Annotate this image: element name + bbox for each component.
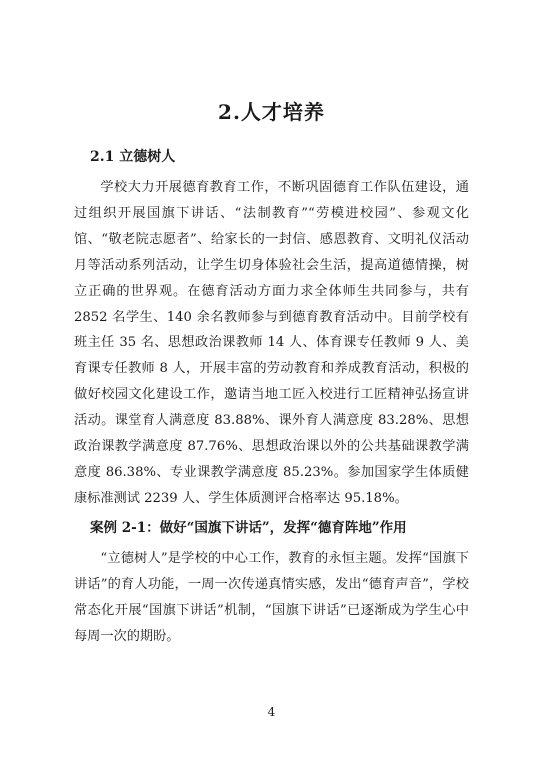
page-number: 4 — [267, 705, 276, 719]
section-heading: 2.1 立德树人 — [90, 149, 176, 165]
section-paragraph: 学校大力开展德育教育工作，不断巩固德育工作队伍建设，通过组织开展国旗下讲话、“法制教育”“劳模进校园”、参观文化馆、“敬老院志愿者”、给家长的一封信、感恩教育、文明礼仪活动月等活动系列活动，让学生切身体验社会生活，提高道德情操，树立正确的世界观。在德育活动方面力求全体师生共同参与，共有 2852 名学生、140 余名教师参与到德育教育活动中。目前学校有班主任 35 名、思想政治课教师 14 人、体育课专任教师 9 人、美育课专任教师 8 人，开展丰富的劳动教育和养成教育活动，积极的做好校园文化建设工作，邀请当地工匠入校进行工匠精神弘扬宣讲活动。课堂育人满意度 83.88%、课外育人满意度 83.28%、思想政治课教学满意度 87.76%、思想政治课以外的公共基础课教学满意度 86.38%、专业课教学满意度 85.23%。参加国家学生体质健康标准测试 2239 人、学生体质测评合格率达 95.18%。 — [74, 180, 469, 506]
chapter-title: 2.人才培养 — [218, 100, 325, 124]
case-paragraph: “立德树人”是学校的中心工作，教育的永恒主题。发挥“国旗下讲话”的育人功能，一周一次传递真情实感，发出“德育声音”，学校常态化开展“国旗下讲话”机制，“国旗下讲话”已逐渐成为学生心中每周一次的期盼。 — [74, 551, 469, 644]
case-heading: 案例 2-1：做好“国旗下讲话”，发挥“德育阵地”作用 — [90, 520, 407, 536]
